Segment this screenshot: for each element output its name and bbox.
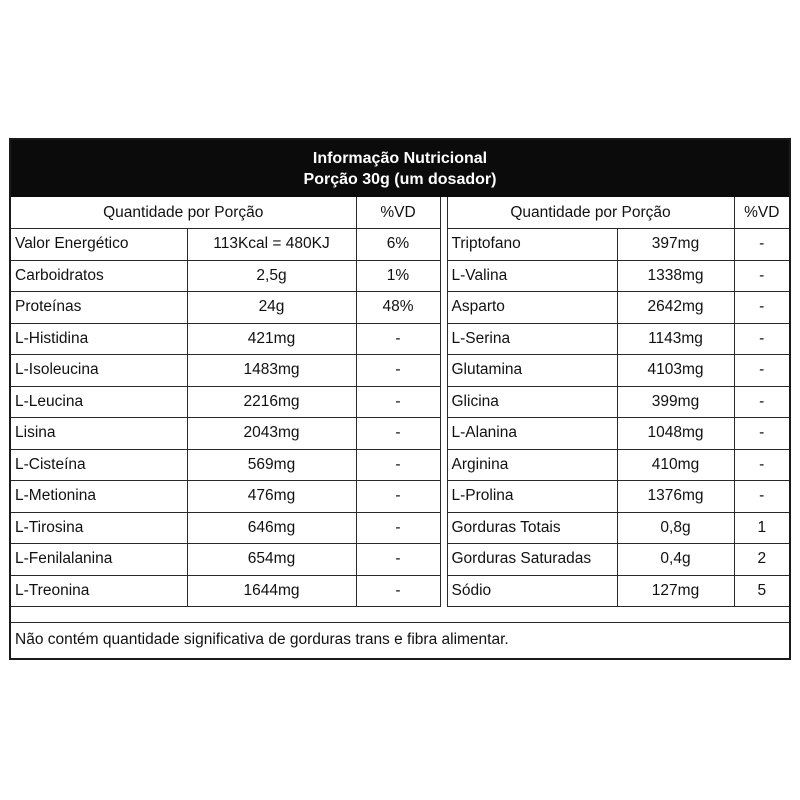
left-nutrient-amount: 421mg	[187, 323, 356, 355]
right-nutrient-name: Glicina	[447, 386, 617, 418]
right-nutrient-amount: 410mg	[617, 449, 734, 481]
nutrient-row	[11, 323, 789, 355]
left-nutrient-amount: 569mg	[187, 449, 356, 481]
right-nutrient-amount: 397mg	[617, 229, 734, 261]
right-nutrient-vd: -	[734, 323, 789, 355]
nutrient-row	[11, 512, 789, 544]
left-nutrient-vd: -	[356, 386, 440, 418]
left-nutrient-amount: 2,5g	[187, 260, 356, 292]
left-nutrient-name: L-Treonina	[11, 575, 187, 607]
left-nutrient-name: Lisina	[11, 418, 187, 450]
left-nutrient-vd: -	[356, 355, 440, 387]
column-gap	[440, 512, 447, 544]
right-nutrient-name: Sódio	[447, 575, 617, 607]
label-header	[11, 140, 789, 197]
right-nutrient-amount: 1376mg	[617, 481, 734, 513]
left-nutrient-vd: 48%	[356, 292, 440, 324]
left-nutrient-vd: -	[356, 512, 440, 544]
right-nutrient-name: L-Serina	[447, 323, 617, 355]
right-nutrient-amount: 1143mg	[617, 323, 734, 355]
right-nutrient-vd: -	[734, 449, 789, 481]
column-gap	[440, 260, 447, 292]
left-nutrient-vd: -	[356, 449, 440, 481]
nutrient-row	[11, 418, 789, 450]
header-row	[11, 197, 789, 229]
label-portion: Porção 30g (um dosador)	[303, 171, 497, 188]
nutrient-row	[11, 481, 789, 513]
left-nutrient-amount: 654mg	[187, 544, 356, 576]
left-nutrient-name: L-Isoleucina	[11, 355, 187, 387]
right-nutrient-amount: 1338mg	[617, 260, 734, 292]
right-nutrient-vd: -	[734, 481, 789, 513]
left-nutrient-name: L-Tirosina	[11, 512, 187, 544]
nutrient-row	[11, 292, 789, 324]
nutrient-row	[11, 449, 789, 481]
nutrition-facts-label	[9, 138, 791, 660]
right-nutrient-amount: 127mg	[617, 575, 734, 607]
left-nutrient-amount: 646mg	[187, 512, 356, 544]
right-nutrient-amount: 1048mg	[617, 418, 734, 450]
right-nutrient-vd: 1	[734, 512, 789, 544]
left-nutrient-name: Carboidratos	[11, 260, 187, 292]
column-gap	[440, 449, 447, 481]
left-nutrient-name: L-Metionina	[11, 481, 187, 513]
left-nutrient-vd: -	[356, 544, 440, 576]
right-nutrient-vd: -	[734, 355, 789, 387]
left-nutrient-vd: -	[356, 575, 440, 607]
right-nutrient-vd: 2	[734, 544, 789, 576]
right-vd-header: %VD	[734, 197, 789, 229]
nutrient-row	[11, 575, 789, 607]
nutrient-row	[11, 544, 789, 576]
left-nutrient-name: L-Cisteína	[11, 449, 187, 481]
right-nutrient-vd: -	[734, 229, 789, 261]
column-gap	[440, 418, 447, 450]
footnote: Não contém quantidade significativa de gorduras trans e fibra alimentar.	[11, 622, 789, 658]
column-gap	[440, 386, 447, 418]
left-nutrient-amount: 24g	[187, 292, 356, 324]
right-quantity-header: Quantidade por Porção	[447, 197, 734, 229]
column-gap	[440, 481, 447, 513]
right-nutrient-amount: 0,8g	[617, 512, 734, 544]
right-nutrient-name: Asparto	[447, 292, 617, 324]
left-nutrient-vd: -	[356, 323, 440, 355]
right-nutrient-vd: -	[734, 418, 789, 450]
column-gap	[440, 355, 447, 387]
left-nutrient-amount: 476mg	[187, 481, 356, 513]
right-nutrient-name: L-Prolina	[447, 481, 617, 513]
left-nutrient-vd: 1%	[356, 260, 440, 292]
column-gap	[440, 544, 447, 576]
left-nutrient-vd: -	[356, 481, 440, 513]
right-nutrient-vd: 5	[734, 575, 789, 607]
left-nutrient-amount: 2216mg	[187, 386, 356, 418]
nutrient-row	[11, 386, 789, 418]
left-nutrient-vd: 6%	[356, 229, 440, 261]
right-nutrient-vd: -	[734, 292, 789, 324]
left-nutrient-name: L-Leucina	[11, 386, 187, 418]
nutrient-row	[11, 229, 789, 261]
nutrient-row	[11, 260, 789, 292]
right-nutrient-amount: 0,4g	[617, 544, 734, 576]
right-nutrient-name: Gorduras Totais	[447, 512, 617, 544]
left-vd-header: %VD	[356, 197, 440, 229]
column-gap	[440, 323, 447, 355]
nutrient-row	[11, 355, 789, 387]
left-nutrient-amount: 113Kcal = 480KJ	[187, 229, 356, 261]
left-nutrient-amount: 1483mg	[187, 355, 356, 387]
column-gap	[440, 229, 447, 261]
right-nutrient-name: Glutamina	[447, 355, 617, 387]
left-nutrient-vd: -	[356, 418, 440, 450]
right-nutrient-vd: -	[734, 386, 789, 418]
left-nutrient-name: Valor Energético	[11, 229, 187, 261]
right-nutrient-name: L-Valina	[447, 260, 617, 292]
left-nutrient-amount: 2043mg	[187, 418, 356, 450]
right-nutrient-name: Arginina	[447, 449, 617, 481]
right-nutrient-name: Gorduras Saturadas	[447, 544, 617, 576]
left-nutrient-name: L-Histidina	[11, 323, 187, 355]
column-gap	[440, 575, 447, 607]
right-nutrient-vd: -	[734, 260, 789, 292]
right-nutrient-name: L-Alanina	[447, 418, 617, 450]
right-nutrient-amount: 399mg	[617, 386, 734, 418]
column-gap	[440, 292, 447, 324]
left-nutrient-name: L-Fenilalanina	[11, 544, 187, 576]
column-gap	[440, 197, 447, 229]
right-nutrient-amount: 4103mg	[617, 355, 734, 387]
right-nutrient-amount: 2642mg	[617, 292, 734, 324]
nutrition-table	[11, 197, 789, 607]
right-nutrient-name: Triptofano	[447, 229, 617, 261]
left-nutrient-amount: 1644mg	[187, 575, 356, 607]
label-title: Informação Nutricional	[312, 150, 488, 167]
left-nutrient-name: Proteínas	[11, 292, 187, 324]
left-quantity-header: Quantidade por Porção	[11, 197, 356, 229]
